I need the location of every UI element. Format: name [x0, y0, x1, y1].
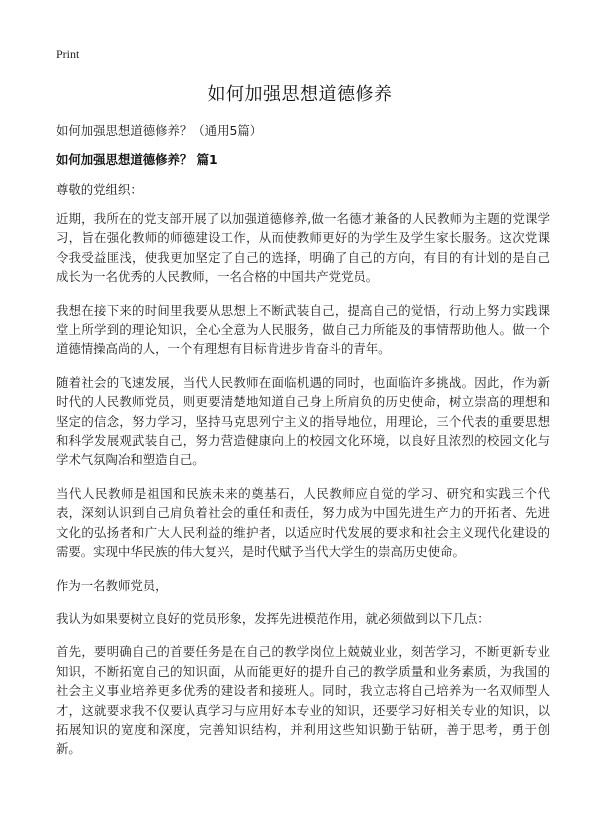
paragraph-1: 近期，我所在的党支部开展了以加强道德修养,做一名德才兼备的人民教师为主题的党课学习，旨在强化教师的师德建设工作，从而使教师更好的为学生及学生家长服务。这次党课令我受益匪浅，使我更加坚定了自己的选择，明确了自己的方向，有目的有计划的是自己成长为一名优秀的人民教师，一名合格的中国共产党党员。 — [56, 211, 550, 285]
document-subtitle: 如何加强思想道德修养？（通用5篇） — [56, 123, 263, 138]
paragraph-3: 随着社会的飞速发展，当代人民教师在面临机遇的同时，也面临许多挑战。因此，作为新时代的人民教师党员，则更要清楚地知道自己身上所肩负的历史使命，树立崇高的理想和坚定的信念，努力学习，坚持马克思列宁主义的指导地位，用理论，三个代表的重要思想和科学发展观武装自己，努力营造健康向上的校园文化环境，以良好且浓烈的校园文化与学术气氛陶冶和塑造自己。 — [56, 374, 550, 468]
greeting: 尊敬的党组织： — [56, 182, 143, 197]
paragraph-7: 首先，要明确自己的首要任务是在自己的教学岗位上兢兢业业，刻苦学习，不断更新专业知识，不断拓宽自己的知识面，从而能更好的提升自己的教学质量和业务素质，为我国的社会主义事业培养更多优秀的建设者和接班人。同时，我立志将自己培养为一名双师型人才，这就要求我不仅要认真学习与应用好本专业的知识，还要学习好相关专业的知识，以拓展知识的宽度和深度，完善知识结构，并利用这些知识勤于钻研，善于思考，勇于创新。 — [56, 644, 550, 757]
body-text — [56, 209, 550, 773]
print-label: Print — [56, 47, 80, 61]
section-heading: 如何加强思想道德修养？ 篇1 — [56, 152, 218, 167]
paragraph-2: 我想在接下来的时间里我要从思想上不断武装自己，提高自己的觉悟，行动上努力实践课堂上所学到的理论知识，全心全意为人民服务，做自己力所能及的事情帮助他人。做一个道德情操高尚的人，一个有理想有目标肯进步肯奋斗的青年。 — [56, 302, 550, 357]
paragraph-6: 我认为如果要树立良好的党员形象，发挥先进模范作用，就必须做到以下几点： — [56, 610, 490, 626]
document-title: 如何加强思想道德修养 — [207, 84, 393, 105]
paragraph-5: 作为一名教师党员， — [56, 577, 168, 593]
paragraph-4: 当代人民教师是祖国和民族未来的奠基石，人民教师应自觉的学习、研究和实践三个代表，深刻认识到自己肩负着社会的重任和责任，努力成为中国先进生产力的开拓者、先进文化的弘扬者和广大人民利益的维护者，以适应时代发展的要求和社会主义现代化建设的需要。实现中华民族的伟大复兴，是时代赋予当代大学生的崇高历史使命。 — [56, 485, 550, 560]
